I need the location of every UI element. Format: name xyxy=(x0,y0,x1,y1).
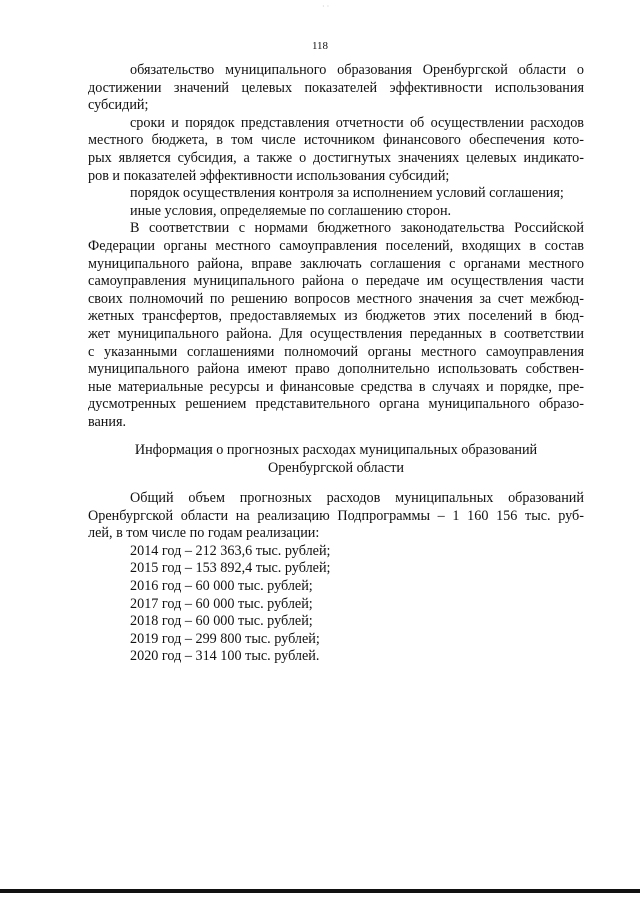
text-line: 2016 год – 60 000 тыс. рублей; xyxy=(130,577,313,594)
text-line: В соответствии с нормами бюджетного законодательства Российской xyxy=(130,220,584,237)
text-line: 2015 год – 153 892,4 тыс. рублей; xyxy=(130,560,331,577)
text-line: дусмотренных решением представительного органа муниципального образо- xyxy=(88,396,584,413)
text-line: местного бюджета, в том числе источником финансового обеспечения кото- xyxy=(88,132,584,149)
text-line: 2017 год – 60 000 тыс. рублей; xyxy=(130,595,313,612)
text-line: 2014 год – 212 363,6 тыс. рублей; xyxy=(130,542,331,559)
text-line: ные материальные ресурсы и финансовые средства в случаях и порядке, пре- xyxy=(88,378,584,395)
section-heading xyxy=(88,442,584,477)
heading-line-2: Оренбургской области xyxy=(267,459,405,476)
text-line: сроки и порядок представления отчетности об осуществлении расходов xyxy=(130,114,584,131)
text-line: иные условия, определяемые по соглашению сторон. xyxy=(130,202,452,219)
text-line: лей, в том числе по годам реализации: xyxy=(88,525,320,542)
text-line: субсидий; xyxy=(88,97,149,114)
text-line: Общий объем прогнозных расходов муниципальных образований xyxy=(130,490,584,506)
text-line: 2020 год – 314 100 тыс. рублей. xyxy=(130,648,320,665)
page-number: 118 xyxy=(311,40,329,52)
text-line: рых является субсидия, а также о достигнутых значениях целевых индикато- xyxy=(88,149,584,166)
text-line: жет муниципального района. Для осуществления переданных в соответствии xyxy=(88,325,584,342)
text-line: Оренбургской области на реализацию Подпрограммы – 1 160 156 тыс. руб- xyxy=(88,507,584,524)
text-line: с указанными соглашениями полномочий органы местного самоуправления xyxy=(88,343,584,360)
text-line: ров и показателей эффективности использования субсидий; xyxy=(88,167,450,184)
text-line: 2019 год – 299 800 тыс. рублей; xyxy=(130,630,320,647)
text-line: обязательство муниципального образования Оренбургской области о xyxy=(130,62,584,78)
text-line: жетных трансфертов, предоставляемых из бюджетов этих поселений в бюд- xyxy=(88,308,584,325)
text-line: 2018 год – 60 000 тыс. рублей; xyxy=(130,613,313,630)
text-line: самоуправления муниципального района о передаче им осуществления части xyxy=(88,273,584,290)
text-line: муниципального района, вправе заключать соглашения с органами местного xyxy=(88,255,584,272)
heading-line-1: Информация о прогнозных расходах муниципальных образований xyxy=(134,442,538,458)
text-line: Федерации органы местного самоуправления поселений, входящих в состав xyxy=(88,237,584,254)
text-line: вания. xyxy=(88,413,127,430)
body-text-section-1 xyxy=(88,62,584,431)
bottom-border-line xyxy=(0,889,640,893)
text-line: своих полномочий по решению вопросов местного значения за счет межбюд- xyxy=(88,290,584,307)
body-text-section-2 xyxy=(88,490,584,666)
text-line: порядок осуществления контроля за исполнением условий соглашения; xyxy=(130,185,564,202)
scan-mark: · · xyxy=(322,2,330,11)
text-line: достижении значений целевых показателей эффективности использования xyxy=(88,79,584,96)
text-line: муниципального района имеют право дополнительно использовать собствен- xyxy=(88,361,584,378)
